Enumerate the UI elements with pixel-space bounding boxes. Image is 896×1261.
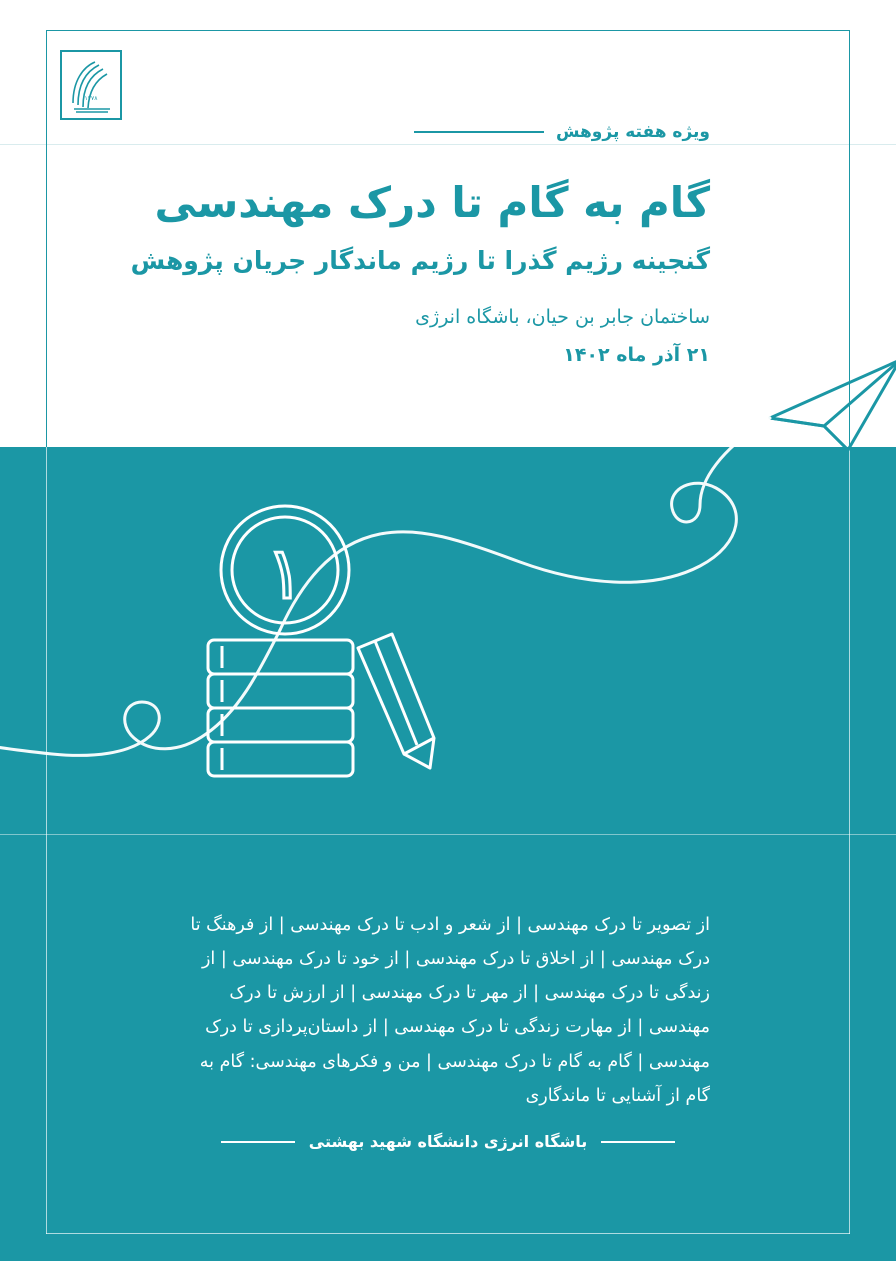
footer bbox=[0, 1132, 896, 1151]
frame-line-left-top bbox=[46, 30, 47, 447]
footer-rule-left bbox=[221, 1141, 295, 1143]
eyebrow bbox=[414, 122, 710, 142]
footer-rule-right bbox=[601, 1141, 675, 1143]
eyebrow-label: ویژه هفته پژوهش bbox=[555, 122, 710, 142]
teal-illustration-band bbox=[0, 447, 896, 834]
frame-line-right-bottom bbox=[849, 447, 850, 1234]
coin-number: ۱ bbox=[265, 531, 305, 615]
venue-text: ساختمان جابر بن حیان، باشگاه انرژی bbox=[415, 306, 710, 328]
date-text: ۲۱ آذر ماه ۱۴۰۲ bbox=[563, 344, 710, 366]
topics-paragraph: از تصویر تا درک مهندسی | از شعر و ادب تا درک مهندسی | از فرهنگ تا درک مهندسی | از اخلاق تا درک مهندسی | از خود تا درک مهندسی | از زندگی تا درک مهندسی | از مهر تا درک مهندسی | از ارزش تا درک مهندسی | از مهارت زندگی تا درک مهندسی | از داستان‌پردازی تا درک مهندسی | گام به گام تا درک مهندسی | من و فکرهای مهندسی: گام به گام از آشنایی تا ماندگاری bbox=[190, 915, 710, 1106]
page-subtitle: گنجینه رژیم گذرا تا رژیم ماندگار جریان پژوهش bbox=[130, 246, 710, 275]
frame-line-bottom bbox=[46, 1233, 850, 1234]
frame-line-top bbox=[46, 30, 850, 31]
frame-line-left-bottom bbox=[46, 447, 47, 1234]
page-title: گام به گام تا درک مهندسی bbox=[154, 178, 710, 227]
eyebrow-rule bbox=[414, 131, 544, 133]
frame-line-right-top bbox=[849, 30, 850, 447]
footer-label: باشگاه انرژی دانشگاه شهید بهشتی bbox=[308, 1132, 588, 1151]
divider-line-bottom bbox=[0, 834, 896, 835]
university-logo bbox=[60, 50, 122, 120]
divider-line-top bbox=[0, 144, 896, 145]
svg-text:۱۳۷۸: ۱۳۷۸ bbox=[84, 95, 98, 102]
